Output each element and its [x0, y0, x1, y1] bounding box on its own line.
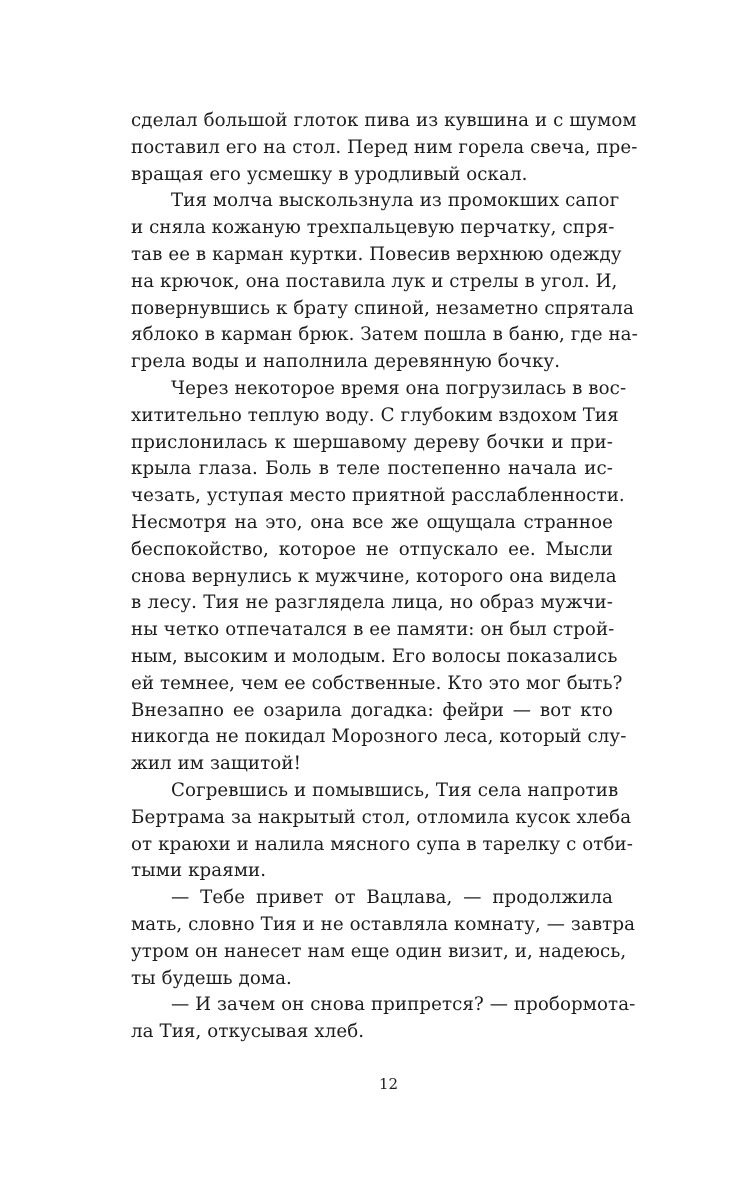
text-line: и сняла кожаную трехпальцевую перчатку, спря-	[131, 217, 615, 239]
text-line: утром он нанесет нам еще один визит, и, надеюсь,	[131, 940, 627, 962]
text-line: снова вернулись к мужчине, которого она видела	[131, 565, 617, 587]
text-line: ты будешь дома.	[131, 967, 292, 989]
text-line: Бертрама за накрытый стол, отломила кусок хлеба	[131, 806, 632, 828]
text-line: вращая его усмешку в уродливый оскал.	[131, 163, 528, 185]
text-line: ным, высоким и молодым. Его волосы показались	[131, 645, 618, 667]
text-line: жил им защитой!	[131, 753, 301, 775]
text-line: яблоко в карман брюк. Затем пошла в баню, где на-	[131, 324, 638, 346]
text-line: никогда не покидал Морозного леса, который слу-	[131, 726, 627, 748]
paragraph	[131, 108, 638, 188]
text-line: ла Тия, откусывая хлеб.	[131, 1021, 365, 1043]
text-line: поставил его на стол. Перед ним горела свеча, пре-	[131, 136, 638, 158]
text-line: — И зачем он снова припрется? — пробормота-	[171, 994, 636, 1016]
text-line: грела воды и наполнила деревянную бочку.	[131, 351, 561, 373]
text-line: Внезапно ее озарила догадка: фейри — вот кто	[131, 699, 613, 721]
text-line: Тия молча выскользнула из промокших сапог	[171, 190, 620, 212]
text-line: от краюхи и налила мясного супа в тарелку с отби-	[131, 833, 633, 855]
text-line: беспокойство, которое не отпускало ее. Мысли	[131, 538, 613, 560]
paragraph	[131, 778, 633, 885]
text-line: тыми краями.	[131, 860, 267, 882]
text-line: прислонилась к шершавому дереву бочки и при-	[131, 431, 613, 453]
text-line: Несмотря на это, она все же ощущала странное	[131, 511, 613, 533]
text-line: крыла глаза. Боль в теле постепенно начала ис-	[131, 458, 613, 480]
text-line: Согревшись и помывшись, Тия села напротив	[171, 779, 619, 801]
text-line: сделал большой глоток пива из кувшина и с шумом	[131, 110, 637, 131]
paragraph	[131, 885, 636, 992]
paragraph	[131, 376, 627, 778]
paragraph	[131, 188, 638, 376]
text-line: чезать, уступая место приятной расслабленности.	[131, 485, 625, 507]
page-number: 12	[378, 1075, 399, 1093]
text-line: повернувшись к брату спиной, незаметно спрятала	[131, 297, 634, 319]
text-line: ны четко отпечатался в ее памяти: он был строй-	[131, 619, 615, 641]
paragraph	[131, 992, 636, 1046]
text-line: в лесу. Тия не разглядела лица, но образ мужчи-	[131, 592, 613, 614]
text-line: хитительно теплую воду. С глубоким вздохом Тия	[131, 404, 619, 426]
book-page-body	[131, 108, 638, 1046]
text-line: ей темнее, чем ее собственные. Кто это мог быть?	[131, 672, 623, 694]
text-line: на крючок, она поставила лук и стрелы в угол. И,	[131, 270, 618, 292]
text-line: Через некоторое время она погрузилась в вос-	[171, 377, 627, 399]
text-line: — Тебе привет от Вацлава, — продолжила	[171, 887, 613, 909]
text-line: мать, словно Тия и не оставляла комнату, — завтра	[131, 913, 636, 935]
text-line: тав ее в карман куртки. Повесив верхнюю одежду	[131, 243, 622, 265]
